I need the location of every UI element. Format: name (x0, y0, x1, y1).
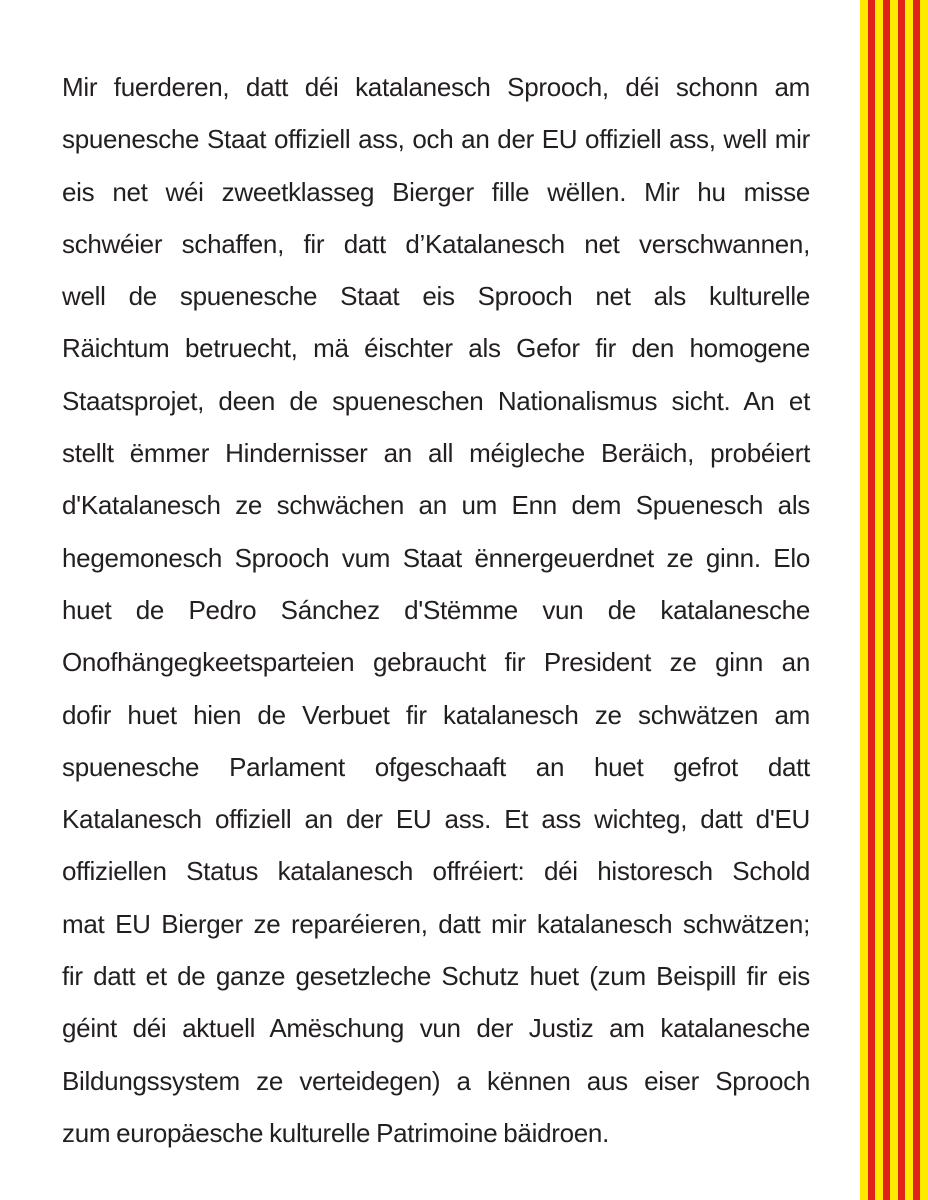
text-line: stellt ëmmer Hindernisser an all méigleche Beräich, probéiert (62, 438, 810, 469)
text-line: d'Katalanesch ze schwächen an um Enn dem Spuenesch als (62, 490, 810, 521)
text-line: Räichtum betruecht, mä éischter als Gefor fir den homogene (62, 333, 810, 364)
flag-stripe-yellow (905, 0, 913, 1200)
text-line: schwéier schaffen, fir datt d’Katalanesch net verschwannen, (62, 228, 810, 259)
catalan-flag-stripes (860, 0, 928, 1200)
text-line-last: zum europäesche kulturelle Patrimoine bäidroen. (62, 1117, 609, 1148)
text-line: fir datt et de ganze gesetzleche Schutz huet (zum Beispill fir eis (62, 961, 810, 992)
text-line: géint déi aktuell Amëschung vun der Justiz am katalanesche (62, 1013, 810, 1044)
text-line: well de spuenesche Staat eis Sprooch net als kulturelle (62, 281, 810, 312)
flag-stripe-yellow (890, 0, 898, 1200)
text-line: Bildungssystem ze verteidegen) a kënnen aus eiser Sprooch (62, 1065, 810, 1096)
text-line: offiziellen Status katalanesch offréiert: déi historesch Schold (62, 856, 810, 887)
flag-stripe-red (913, 0, 920, 1200)
flag-stripe-yellow (920, 0, 928, 1200)
flag-stripe-red (883, 0, 890, 1200)
text-line: Katalanesch offiziell an der EU ass. Et ass wichteg, datt d'EU (62, 804, 810, 835)
text-line: eis net wéi zweetklasseg Bierger fille wëllen. Mir hu misse (62, 176, 810, 207)
text-line: Mir fuerderen, datt déi katalanesch Sprooch, déi schonn am (62, 72, 810, 102)
flag-stripe-red (868, 0, 875, 1200)
text-line: mat EU Bierger ze reparéieren, datt mir katalanesch schwätzen; (62, 908, 810, 939)
text-line: hegemonesch Sprooch vum Staat ënnergeuerdnet ze ginn. Elo (62, 542, 810, 573)
text-line: spuenesche Staat offiziell ass, och an der EU offiziell ass, well mir (62, 124, 810, 155)
text-line: dofir huet hien de Verbuet fir katalanesch ze schwätzen am (62, 699, 810, 730)
text-line: Staatsprojet, deen de spueneschen Nationalismus sicht. An et (62, 385, 810, 416)
body-paragraph (62, 61, 810, 1159)
flag-stripe-yellow (875, 0, 883, 1200)
flag-stripe-red (898, 0, 905, 1200)
text-line: Onofhängegkeetsparteien gebraucht fir President ze ginn an (62, 647, 810, 678)
flag-stripe-yellow (860, 0, 868, 1200)
text-line: spuenesche Parlament ofgeschaaft an huet gefrot datt (62, 751, 810, 782)
text-line: huet de Pedro Sánchez d'Stëmme vun de katalanesche (62, 594, 810, 625)
